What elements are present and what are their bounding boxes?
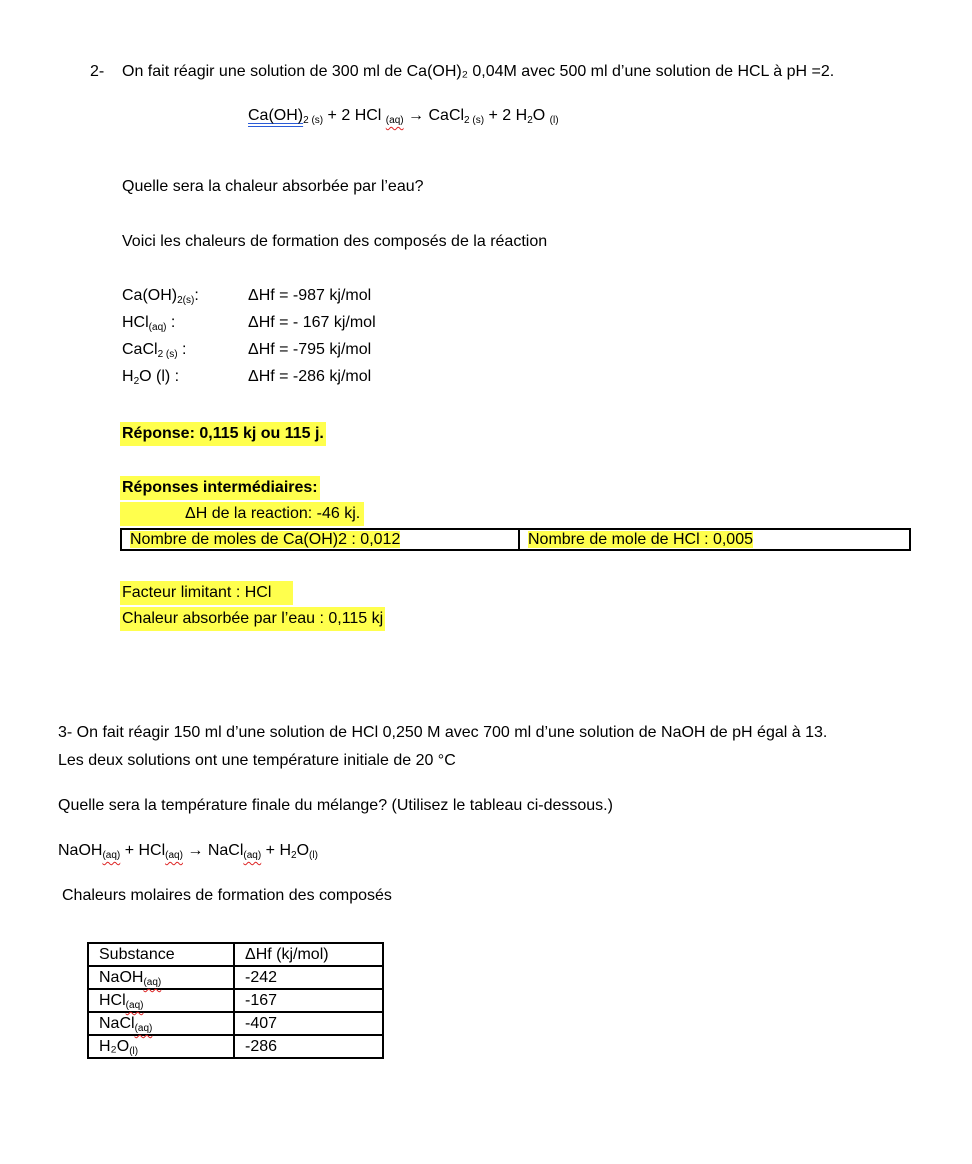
compound-label: $H_2O$ (l) : [122, 368, 180, 387]
compound-value: ΔHf = -795 kj/mol [248, 341, 372, 358]
delta-h-reaction: ΔH de la reaction: -46 kj. [120, 502, 364, 526]
table-title: Chaleurs molaires de formation des composés [62, 887, 392, 904]
limiting-factor: Facteur limitant : HCl [120, 581, 293, 605]
q3-statement-2: Les deux solutions ont une température initiale de 20 °C [58, 752, 456, 769]
moles-table [120, 528, 911, 551]
q3-equation: NaOH$_{(aq)}$ + HCl$_{(aq)}$ → NaCl$_{(aq)}$ + $H_2O_{(l)}$ [58, 842, 318, 861]
q2-statement: On fait réagir une solution de 300 ml de Ca(OH)₂ 0,04M avec 500 ml d’une solution de HCL à pH =2. [122, 63, 835, 80]
table-row [88, 1035, 383, 1058]
value-cell: -286 [234, 1035, 383, 1058]
answer: Réponse: 0,115 kj ou 115 j. [120, 422, 326, 446]
table-row [88, 1012, 383, 1035]
q3-question: Quelle sera la température finale du mélange? (Utilisez le tableau ci-dessous.) [58, 797, 613, 814]
eq-r1-state: 2 (s) [303, 115, 324, 126]
eq-p1-state: 2 (s) [464, 115, 485, 126]
substance-cell: NaCl$_{(aq)}$ [88, 1012, 234, 1035]
compound-label: $Ca(OH)_{2(s)}$: [122, 287, 199, 306]
q2-number: 2- [90, 63, 105, 80]
eq-plus: + 2 HCl [323, 107, 386, 124]
heat-absorbed: Chaleur absorbée par l’eau : 0,115 kj [120, 607, 385, 631]
substance-cell: NaOH$_{(aq)}$ [88, 966, 234, 989]
eq-o: O [532, 107, 550, 124]
q3-statement-1: 3- On fait réagir 150 ml d’une solution de HCl 0,250 M avec 700 ml d’une solution de NaOH de pH égal à 13. [58, 724, 828, 741]
compound-value: ΔHf = - 167 kj/mol [248, 314, 376, 331]
value-cell: -167 [234, 989, 383, 1012]
table-header-row [88, 943, 383, 966]
q2-equation [248, 106, 559, 126]
intermediate-title: Réponses intermédiaires: [120, 476, 320, 500]
q2-intro: Voici les chaleurs de formation des composés de la réaction [122, 233, 548, 250]
substance-cell: HCl$_{(aq)}$ [88, 989, 234, 1012]
formation-heat-table [87, 942, 384, 1059]
header-substance: Substance [88, 943, 234, 966]
moles-caoh2: Nombre de moles de Ca(OH)2 : 0,012 [130, 531, 401, 548]
compound-value: ΔHf = -286 kj/mol [248, 368, 372, 385]
compound-label: HCl$_{(aq)}$ : [122, 314, 176, 333]
table-row [88, 966, 383, 989]
compound-value: ΔHf = -987 kj/mol [248, 287, 372, 304]
compound-label: CaCl$_{2 (s)}$ : [122, 341, 187, 360]
table-row [88, 989, 383, 1012]
eq-r2-state: (aq) [385, 115, 404, 126]
header-delta-hf: ΔHf (kj/mol) [234, 943, 383, 966]
eq-p2-state: (l) [549, 115, 559, 126]
eq-h2: 2 [527, 115, 533, 126]
eq-plus2: + 2 H [484, 107, 528, 124]
moles-hcl: Nombre de mole de HCl : 0,005 [528, 531, 753, 548]
eq-arrow: → CaCl [403, 107, 465, 124]
q2-question: Quelle sera la chaleur absorbée par l’eau? [122, 178, 424, 195]
value-cell: -242 [234, 966, 383, 989]
eq-r1: Ca(OH) [248, 107, 304, 124]
substance-cell: $H_2O_{(l)}$ [88, 1035, 234, 1058]
value-cell: -407 [234, 1012, 383, 1035]
